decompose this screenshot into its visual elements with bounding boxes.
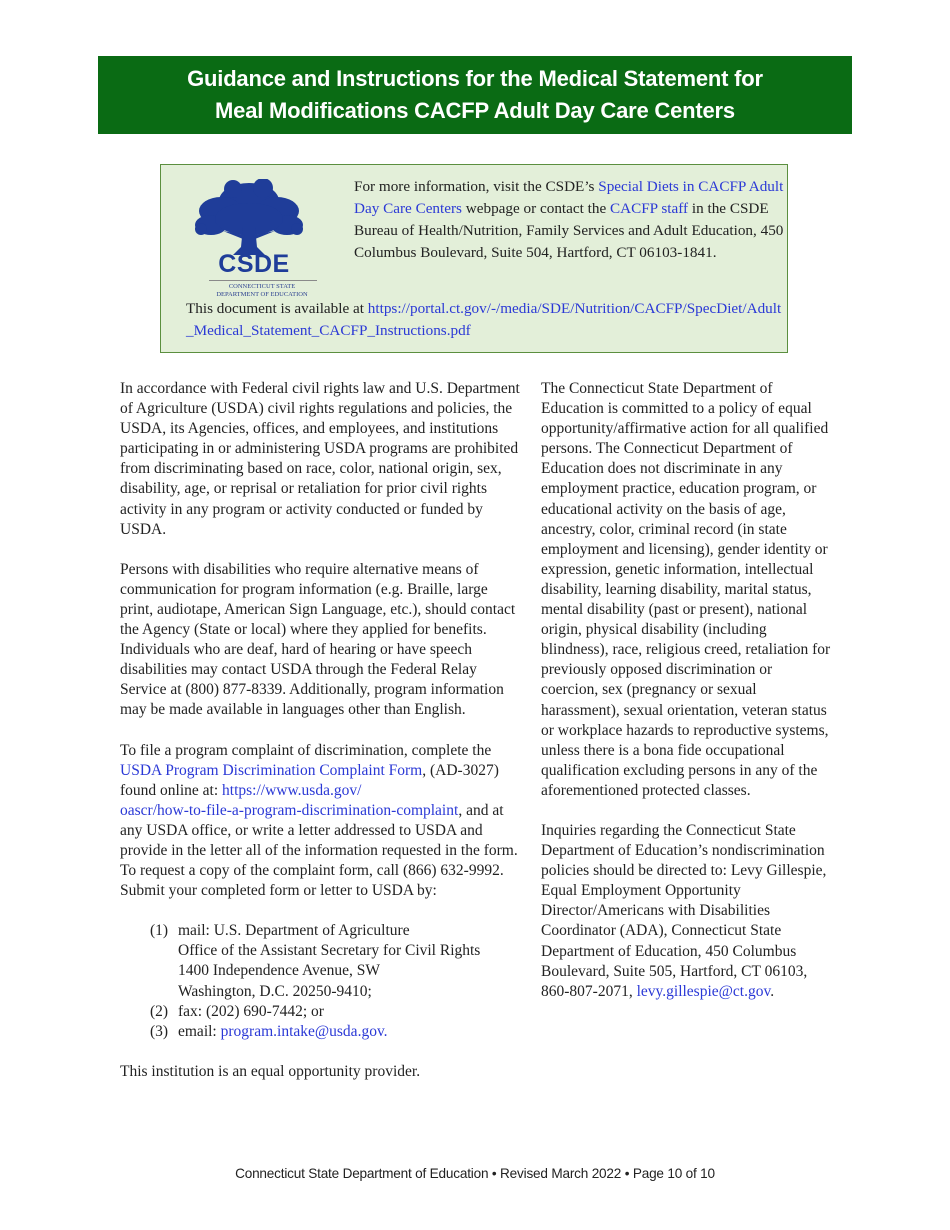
usda-email-link[interactable]: program.intake@usda.gov. bbox=[220, 1022, 388, 1040]
page-footer: Connecticut State Department of Education • Revised March 2022 • Page 10 of 10 bbox=[235, 1166, 715, 1181]
header-title-line1: Guidance and Instructions for the Medical Statement for bbox=[187, 66, 763, 91]
list-item-email: (3) email: program.intake@usda.gov. bbox=[150, 1022, 388, 1040]
logo-divider bbox=[209, 280, 317, 281]
complaint-paragraph: To file a program complaint of discrimination, complete the USDA Program Discrimination Complaint Form, (AD-3027) found online at: https://www.usda.gov/ oascr/how-to-file-a-program-discrimination-complaint, and at any USDA office, or write a letter addressed to USDA and provide in the letter all of the information requested in the form. To request a copy of the complaint form, call (866) 632-9992. Submit your completed form or letter to USDA by: bbox=[120, 741, 518, 900]
info-box bbox=[160, 164, 788, 353]
header-title-line2: Meal Modifications CACFP Adult Day Care Centers bbox=[215, 98, 735, 123]
equal-opportunity-statement: This institution is an equal opportunity provider. bbox=[120, 1062, 421, 1080]
ct-email-link[interactable]: levy.gillespie@ct.gov bbox=[636, 982, 771, 1000]
inquiries-paragraph: Inquiries regarding the Connecticut State Department of Education’s nondiscrimination policies should be directed to: Levy Gillespie, Equal Employment Opportunity Director/Americans with Disabilities Coordinator (ADA), Connecticut State Department of Education, 450 Columbus Boulevard, Suite 505, Hartford, CT 06103, 860-807-2071, levy.gillespie@ct.gov. bbox=[541, 821, 827, 1000]
list-item-mail: (1) mail: U.S. Department of Agriculture Office of the Assistant Secretary for Civil Rights 1400 Independence Avenue, SW Washington, D.C. 20250-9410; bbox=[150, 922, 481, 1000]
cacfp-staff-link[interactable]: CACFP staff bbox=[609, 200, 689, 217]
complaint-form-link[interactable]: USDA Program Discrimination Complaint Form bbox=[120, 761, 423, 779]
list-item-fax: (2) fax: (202) 690-7442; or bbox=[150, 1002, 324, 1020]
left-column bbox=[120, 379, 520, 1102]
logo-wordmark: CSDE bbox=[218, 250, 290, 278]
logo-subtitle: CONNECTICUT STATE DEPARTMENT OF EDUCATION bbox=[216, 283, 308, 298]
complaint-url-link[interactable]: https://www.usda.gov/ oascr/how-to-file-a-program-discrimination-complaint bbox=[120, 781, 459, 819]
submission-methods-list bbox=[120, 921, 520, 1042]
right-column bbox=[541, 379, 833, 1022]
usda-civil-rights-paragraph: In accordance with Federal civil rights law and U.S. Department of Agriculture (USDA) civil rights regulations and policies, the USDA, its Agencies, offices, and employees, and institutions participating in or administering USDA programs are prohibited from discriminating based on race, color, national origin, sex, disability, age, or reprisal or retaliation for prior civil rights activity in any program or activity conducted or funded by USDA. bbox=[120, 380, 520, 538]
disabilities-paragraph: Persons with disabilities who require alternative means of communication for program information (e.g. Braille, large print, audiotape, American Sign Language, etc.), should contact the Agency (State or local) where they applied for benefits. Individuals who are deaf, hard of hearing or have speech disabilities may contact USDA through the Federal Relay Service at (800) 877-8339. Additionally, program information may be made available in languages other than English. bbox=[120, 560, 516, 719]
document-url-link[interactable]: https://portal.ct.gov/-/media/SDE/Nutrition/CACFP/SpecDiet/Adult_Medical_Statement_CACFP_Instructions.pdf bbox=[186, 300, 782, 339]
header-banner bbox=[98, 56, 852, 134]
tree-icon bbox=[193, 179, 305, 257]
special-diets-link[interactable]: Special Diets in CACFP Adult Day Care Centers bbox=[354, 178, 784, 217]
availability-paragraph: This document is available at https://portal.ct.gov/-/media/SDE/Nutrition/CACFP/SpecDiet/Adult_Medical_Statement_CACFP_Instructions.pdf bbox=[186, 300, 782, 339]
csde-policy-paragraph: The Connecticut State Department of Education is committed to a policy of equal opportunity/affirmative action for all qualified persons. The Connecticut Department of Education does not discriminate in any employment practice, education program, or educational activity on the basis of age, ancestry, color, criminal record (in state employment and licensing), gender identity or expression, genetic information, intellectual disability, learning disability, marital status, mental disability (past or present), national origin, physical disability (including blindness), race, religious creed, retaliation for previously opposed discrimination or coercion, sex (pregnancy or sexual harassment), sexual orientation, veteran status or workplace hazards to reproductive systems, unless there is a bona fide occupational qualification excluding persons in any of the aforementioned protected classes. bbox=[541, 380, 831, 799]
csde-logo bbox=[191, 179, 321, 298]
info-paragraph: For more information, visit the CSDE’s Special Diets in CACFP Adult Day Care Centers webpage or contact the CACFP staff in the CSDE Bureau of Health/Nutrition, Family Services and Adult Education, 450 Columbus Boulevard, Suite 504, Hartford, CT 06103-1841. bbox=[354, 178, 784, 261]
